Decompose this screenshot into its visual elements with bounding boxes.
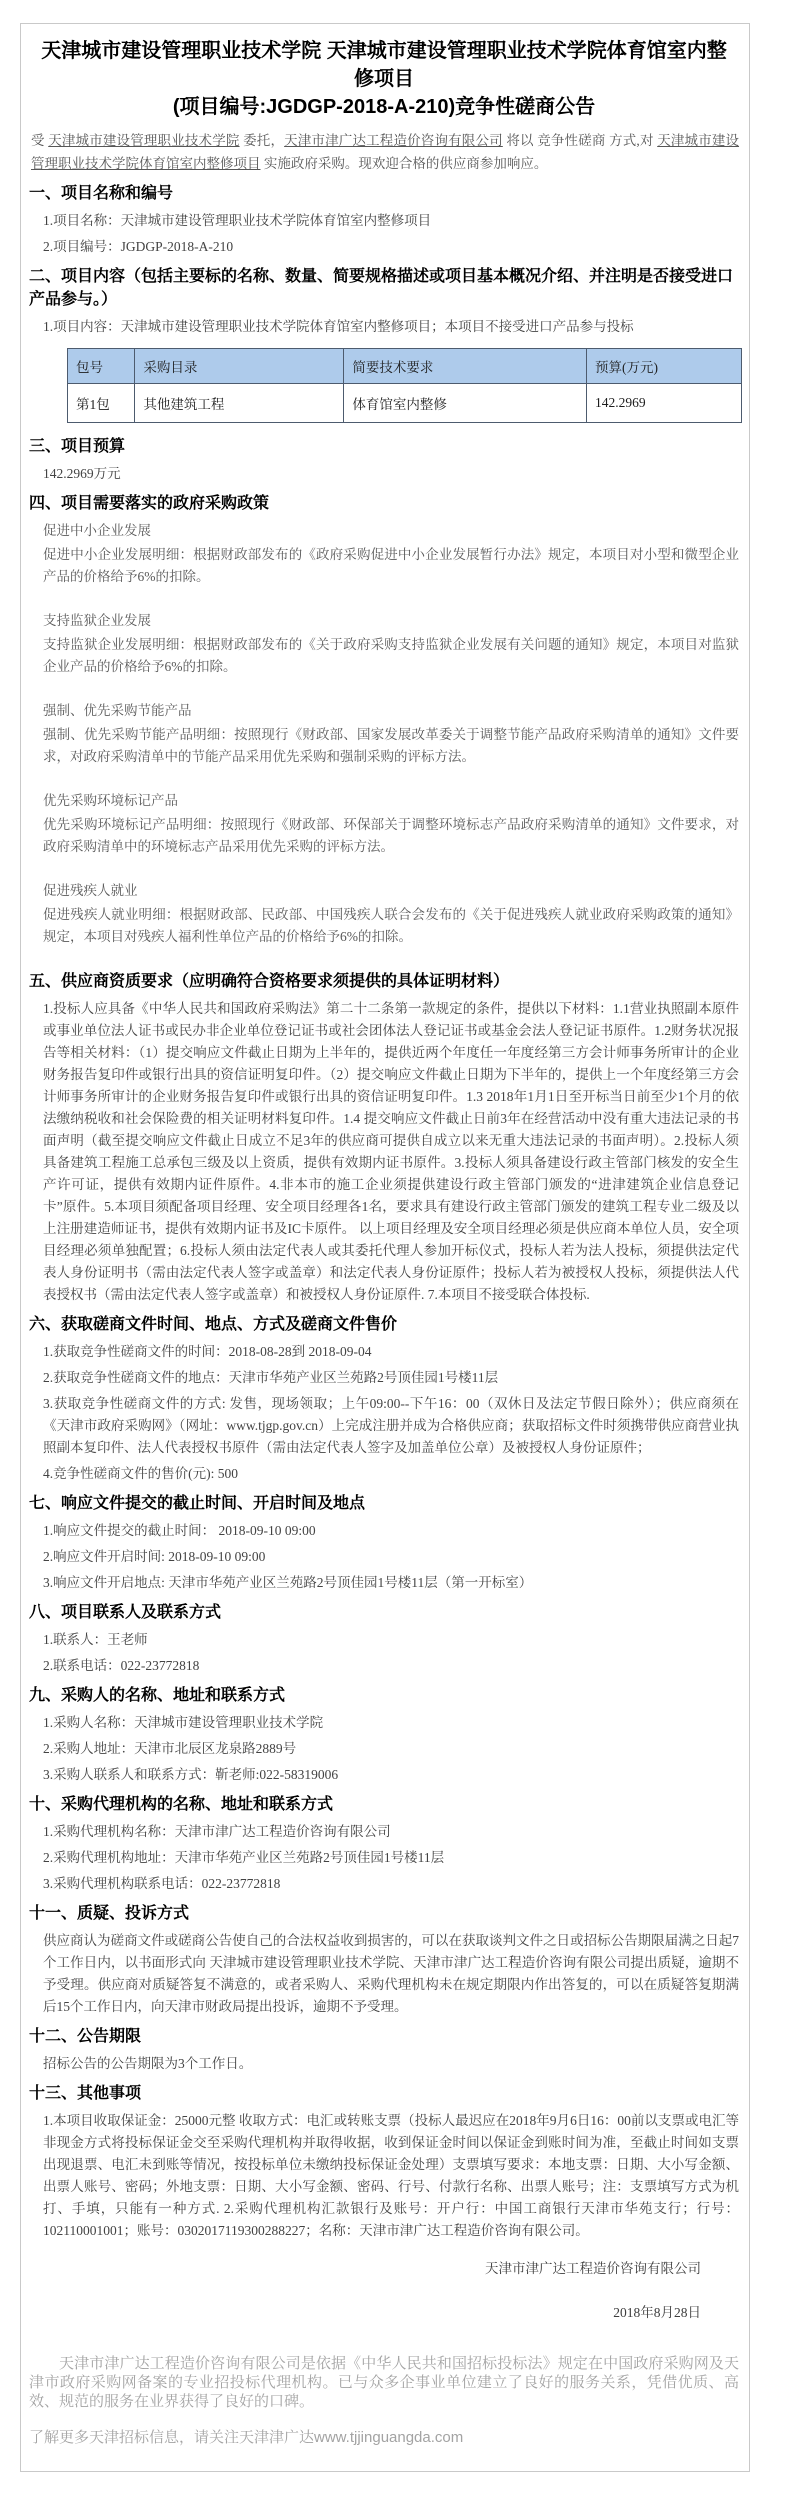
section-9-purchaser-info bbox=[29, 1684, 739, 1786]
section-item: 招标公告的公告期限为3个工作日。 bbox=[43, 2056, 253, 2071]
section-item: 1.项目名称：天津城市建设管理职业技术学院体育馆室内整修项目 bbox=[43, 213, 432, 228]
section-heading: 七、响应文件提交的截止时间、开启时间及地点 bbox=[29, 1495, 366, 1512]
section-8-project-contact bbox=[29, 1601, 739, 1677]
intro-text: 将以 竞争性磋商 方式,对 bbox=[502, 133, 658, 148]
section-item: 3.响应文件开启地点: 天津市华苑产业区兰苑路2号顶佳园1号楼11层（第一开标室） bbox=[43, 1575, 533, 1590]
section-item: 2.获取竞争性磋商文件的地点：天津市华苑产业区兰苑路2号顶佳园1号楼11层 bbox=[43, 1370, 499, 1385]
section-13-other-matters bbox=[29, 2082, 739, 2242]
policy-disabled-employment bbox=[29, 880, 739, 948]
page-title bbox=[35, 37, 733, 121]
policy-name: 促进中小企业发展 bbox=[43, 523, 151, 538]
footer-about-text: 天津市津广达工程造价咨询有限公司是依据《中华人民共和国招标投标法》规定在中国政府采购网及天津市政府采购网备案的专业招投标代理机构。已与众多企事业单位建立了良好的服务关系，凭借优质、高效、规范的服务在业界获得了良好的口碑。 bbox=[29, 2355, 739, 2410]
section-12-announcement-period bbox=[29, 2025, 739, 2075]
intro-text: 受 bbox=[31, 133, 49, 148]
section-item: 2.采购代理机构地址：天津市华苑产业区兰苑路2号顶佳园1号楼11层 bbox=[43, 1850, 445, 1865]
policy-detail: 优先采购环境标记产品明细：按照现行《财政部、环保部关于调整环境标志产品政府采购清单的通知》文件要求，对政府采购清单中的环境标志产品采用优先采购的评标方法。 bbox=[43, 817, 739, 854]
section-item: 2.响应文件开启时间: 2018-09-10 09:00 bbox=[43, 1549, 266, 1564]
section-4-procurement-policies bbox=[29, 492, 739, 948]
section-item: 1.采购人名称：天津城市建设管理职业技术学院 bbox=[43, 1715, 324, 1730]
policy-detail: 促进中小企业发展明细：根据财政部发布的《政府采购促进中小企业发展暂行办法》规定，本项目对小型和微型企业产品的价格给予6%的扣除。 bbox=[43, 547, 739, 584]
section-heading: 五、供应商资质要求（应明确符合资格要求须提供的具体证明材料） bbox=[29, 973, 510, 990]
policy-name: 优先采购环境标记产品 bbox=[43, 793, 178, 808]
signoff-block bbox=[29, 2258, 739, 2324]
section-item: 3.采购人联系人和联系方式：靳老师:022-58319006 bbox=[43, 1767, 339, 1782]
section-item: 1.采购代理机构名称：天津市津广达工程造价咨询有限公司 bbox=[43, 1824, 391, 1839]
agency-footer bbox=[29, 2354, 739, 2447]
col-header-catalog: 采购目录 bbox=[135, 349, 344, 384]
section-11-complaint-method bbox=[29, 1902, 739, 2018]
col-header-requirement: 简要技术要求 bbox=[344, 349, 587, 384]
policy-name: 强制、优先采购节能产品 bbox=[43, 703, 192, 718]
policy-detail: 促进残疾人就业明细：根据财政部、民政部、中国残疾人联合会发布的《关于促进残疾人就业政府采购政策的通知》规定，本项目对残疾人福利性单位产品的价格给予6%的扣除。 bbox=[43, 907, 739, 944]
section-10-agency-info bbox=[29, 1793, 739, 1895]
section-item: 3.采购代理机构联系电话：022-23772818 bbox=[43, 1876, 281, 1891]
section-item: 1.联系人：王老师 bbox=[43, 1632, 148, 1647]
project-name-underlined: 天津城市建设管理职业技术学院体育馆室内整修项目 bbox=[31, 133, 740, 171]
policy-name: 支持监狱企业发展 bbox=[43, 613, 151, 628]
policy-energy-saving bbox=[29, 700, 739, 768]
section-heading: 十一、质疑、投诉方式 bbox=[29, 1905, 190, 1922]
section-item: 1.响应文件提交的截止时间： 2018-09-10 09:00 bbox=[43, 1523, 316, 1538]
section-heading: 九、采购人的名称、地址和联系方式 bbox=[29, 1687, 286, 1704]
section-6-document-acquisition bbox=[29, 1313, 739, 1485]
intro-text: 实施政府采购。现欢迎合格的供应商参加响应。 bbox=[260, 156, 548, 171]
intro-text: 委托， bbox=[239, 133, 285, 148]
policy-detail: 支持监狱企业发展明细：根据财政部发布的《关于政府采购支持监狱企业发展有关问题的通知》规定，本项目对监狱企业产品的价格给予6%的扣除。 bbox=[43, 637, 739, 674]
policy-environmental-label bbox=[29, 790, 739, 858]
table-row bbox=[68, 384, 742, 423]
table-header-row bbox=[68, 349, 742, 384]
section-item: 1.获取竞争性磋商文件的时间：2018-08-28到 2018-09-04 bbox=[43, 1344, 372, 1359]
section-heading: 十二、公告期限 bbox=[29, 2028, 142, 2045]
section-heading: 十三、其他事项 bbox=[29, 2085, 142, 2102]
cell-budget: 142.2969 bbox=[586, 384, 741, 423]
section-item: 供应商认为磋商文件或磋商公告使自己的合法权益收到损害的，可以在获取谈判文件之日或招标公告期限届满之日起7个工作日内，以书面形式向 天津城市建设管理职业技术学院、天津市津广达工程造价咨询有限公司提出质疑，逾期不予受理。供应商对质疑答复不满意的，或者采购人、采购代理机构未在规定期限内作出答复的，可以在质疑答复期满后15个工作日内，向天津市财政局提出投诉，逾期不予受理。 bbox=[43, 1933, 739, 2014]
policy-prison-enterprise bbox=[29, 610, 739, 678]
policy-sme bbox=[29, 520, 739, 588]
section-heading: 一、项目名称和编号 bbox=[29, 185, 174, 202]
agency-name-underlined: 天津市津广达工程造价咨询有限公司 bbox=[284, 133, 503, 148]
section-heading: 十、采购代理机构的名称、地址和联系方式 bbox=[29, 1796, 334, 1813]
section-7-response-deadline bbox=[29, 1492, 739, 1594]
section-3-project-budget bbox=[29, 435, 739, 485]
signoff-date: 2018年8月28日 bbox=[613, 2305, 701, 2320]
cell-catalog: 其他建筑工程 bbox=[135, 384, 344, 423]
section-item: 1.本项目收取保证金：25000元整 收取方式：电汇或转账支票（投标人最迟应在2018年9月6日16：00前以支票或电汇等非现金方式将投标保证金交至采购代理机构并取得收据，收到保证金时间以保证金到账时间为准，至截止时间如支票出现退票、电汇未到账等情况，按投标单位未缴纳投标保证金处理）支票填写要求：本地支票：日期、大小写金额、出票人账号、密码；外地支票：日期、大小写金额、密码、行号、付款行名称、出票人账号；注：支票填写方式为机打、手填，只能有一种方式. 2.采购代理机构汇款银行及账号：开户行：中国工商银行天津市华苑支行；行号：102110001001；账号：0302017119300288227；名称：天津市津广达工程造价咨询有限公司。 bbox=[43, 2113, 739, 2238]
section-item: 4.竞争性磋商文件的售价(元): 500 bbox=[43, 1466, 238, 1481]
intro-paragraph bbox=[31, 129, 739, 175]
section-item: 142.2969万元 bbox=[43, 466, 121, 481]
page-title-line1: 天津城市建设管理职业技术学院 天津城市建设管理职业技术学院体育馆室内整修项目 bbox=[41, 40, 727, 90]
cell-package: 第1包 bbox=[68, 384, 135, 423]
col-header-package: 包号 bbox=[68, 349, 135, 384]
footer-more-info-text: 了解更多天津招标信息，请关注天津津广达www.tjjinguangda.com bbox=[29, 2429, 464, 2446]
section-item: 2.联系电话：022-23772818 bbox=[43, 1658, 200, 1673]
cell-requirement: 体育馆室内整修 bbox=[344, 384, 587, 423]
package-table-wrap bbox=[67, 348, 739, 423]
purchaser-name-underlined: 天津城市建设管理职业技术学院 bbox=[48, 133, 240, 148]
section-heading: 四、项目需要落实的政府采购政策 bbox=[29, 495, 270, 512]
announcement-box bbox=[20, 23, 750, 2472]
section-heading: 二、项目内容（包括主要标的名称、数量、简要规格描述或项目基本概况介绍、并注明是否接受进口产品参与。） bbox=[29, 268, 734, 308]
section-heading: 六、获取磋商文件时间、地点、方式及磋商文件售价 bbox=[29, 1316, 398, 1333]
section-item: 3.获取竞争性磋商文件的方式: 发售，现场领取；上午09:00--下午16：00（双休日及法定节假日除外）；供应商须在《天津市政府采购网》（网址：www.tjgp.gov.cn）上完成注册并成为合格供应商；获取招标文件时须携带供应商营业执照副本复印件、法人代表授权书原件（需由法定代表人签字及加盖单位公章）及被授权人身份证原件； bbox=[43, 1396, 739, 1455]
signoff-company: 天津市津广达工程造价咨询有限公司 bbox=[485, 2261, 701, 2276]
section-5-supplier-qualification bbox=[29, 970, 739, 1306]
section-item: 1.项目内容：天津城市建设管理职业技术学院体育馆室内整修项目；本项目不接受进口产品参与投标 bbox=[43, 319, 634, 334]
col-header-budget: 预算(万元) bbox=[586, 349, 741, 384]
section-heading: 三、项目预算 bbox=[29, 438, 126, 455]
section-item: 2.项目编号：JGDGP-2018-A-210 bbox=[43, 239, 234, 254]
section-2-project-content bbox=[29, 265, 739, 423]
section-item: 2.采购人地址：天津市北辰区龙泉路2889号 bbox=[43, 1741, 297, 1756]
policy-detail: 强制、优先采购节能产品明细：按照现行《财政部、国家发展改革委关于调整节能产品政府采购清单的通知》文件要求，对政府采购清单中的节能产品采用优先采购和强制采购的评标方法。 bbox=[43, 727, 739, 764]
page-title-line2: (项目编号:JGDGP-2018-A-210)竞争性磋商公告 bbox=[172, 96, 596, 118]
package-table bbox=[67, 348, 742, 423]
section-item: 1.投标人应具备《中华人民共和国政府采购法》第二十二条第一款规定的条件，提供以下材料：1.1营业执照副本原件或事业单位法人证书或民办非企业单位登记证书或社会团体法人登记证书或基金会法人登记证书原件。1.2财务状况报告等相关材料：（1）提交响应文件截止日期为上半年的，提供近两个年度任一年度经第三方会计师事务所审计的企业财务报告复印件或银行出具的资信证明复印件。（2）提交响应文件截止日期为下半年的，提供上一个年度经第三方会计师事务所审计的企业财务报告复印件或银行出具的资信证明复印件。1.3 2018年1月1日至开标当日前至少1个月的依法缴纳税收和社会保险费的相关证明材料复印件。1.4 提交响应文件截止日前3年在经营活动中没有重大违法记录的书面声明（截至提交响应文件截止日成立不足3年的供应商可提供自成立以来无重大违法记录的书面声明）。2.投标人须具备建筑工程施工总承包三级及以上资质，提供有效期内证书原件。3.投标人须具备建设行政主管部门核发的安全生产许可证，提供有效期内证件原件。4.非本市的施工企业须提供建设行政主管部门颁发的“进津建筑企业信息登记卡”原件。5.本项目须配备项目经理、安全项目经理各1名，要求具有建设行政主管部门颁发的建筑工程专业二级及以上注册建造师证书，提供有效期内证书及IC卡原件。 以上项目经理及安全项目经理必须是供应商本单位人员，安全项目经理必须单独配置；6.投标人须由法定代表人或其委托代理人参加开标仪式，投标人若为法人投标，须提供法定代表人身份证明书（需由法定代表人签字或盖章）和法定代表人身份证原件；投标人若为被授权人投标，须提供法人代表授权书（需由法定代表人签字或盖章）和被授权人身份证原件. 7.本项目不接受联合体投标. bbox=[43, 1001, 739, 1302]
policy-name: 促进残疾人就业 bbox=[43, 883, 138, 898]
section-heading: 八、项目联系人及联系方式 bbox=[29, 1604, 222, 1621]
section-1-project-name-and-number bbox=[29, 182, 739, 258]
